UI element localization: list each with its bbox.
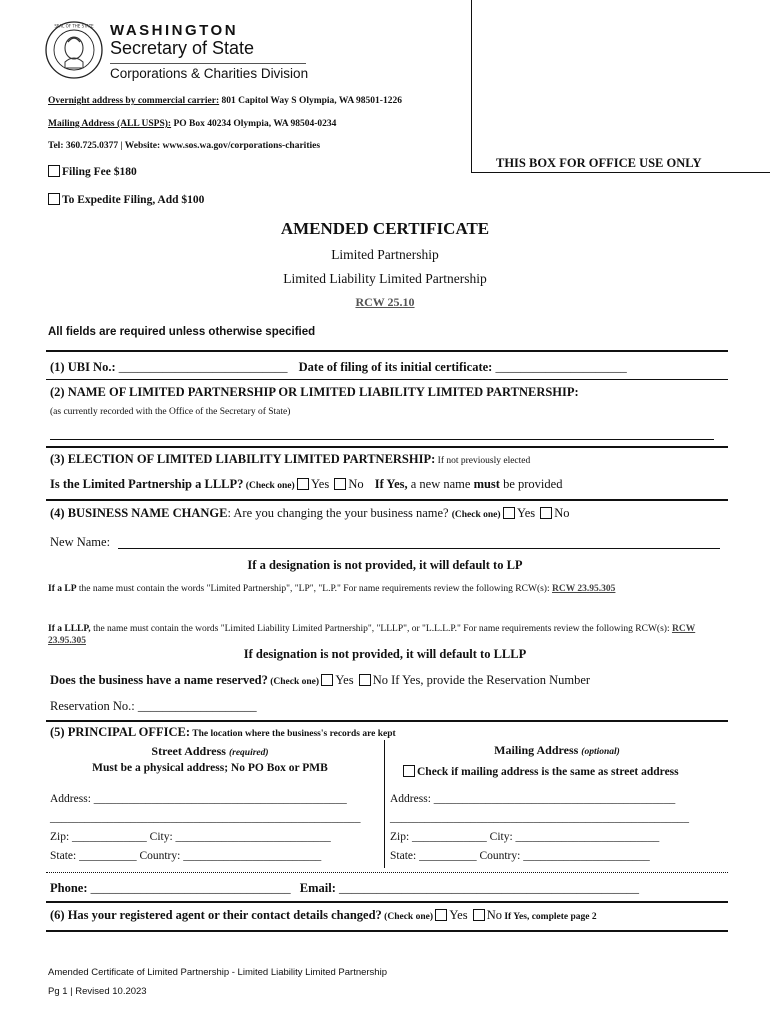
expedite-checkbox[interactable] (48, 193, 60, 205)
street-state-country-field[interactable]: State: __________ Country: ________________________ (50, 850, 322, 862)
reserved-no-checkbox[interactable] (359, 674, 371, 686)
new-name-field[interactable] (118, 548, 720, 549)
lllp-rcw-link[interactable]: RCW 23.95.305 (48, 624, 696, 646)
lllp-bold: If a LLLP, (48, 624, 91, 634)
entity-name-field[interactable] (50, 439, 714, 440)
section-5-note: The location where the business's records are kept (190, 729, 396, 739)
agent-no-checkbox[interactable] (473, 909, 485, 921)
lllp-text: the name must contain the words "Limited Liability Limited Partnership", "LLLP", or "L.L.L.P." For name requirements review the following RCW(s): (90, 624, 672, 634)
tel-website: Tel: 360.725.0377 | Website: www.sos.wa.gov/corporations-charities (48, 141, 321, 151)
section-4-heading: (4) BUSINESS NAME CHANGE (50, 506, 228, 520)
phone-field[interactable]: ________________________________ (87, 881, 294, 895)
street-address-title (50, 744, 370, 759)
street-address-field[interactable]: Address: ____________________________________________ (50, 793, 347, 805)
agent-check-one: (Check one) (381, 912, 436, 922)
expedite-label: To Expedite Filing, Add $100 (62, 194, 205, 206)
section-4-row (50, 506, 570, 521)
footer-page: Pg 1 | Revised 10.2023 (48, 986, 147, 997)
email-field[interactable]: ________________________________________________ (335, 881, 639, 895)
office-use-label: THIS BOX FOR OFFICE USE ONLY (496, 156, 702, 170)
lllp-requirements (48, 623, 708, 647)
svg-text:SEAL OF THE STATE: SEAL OF THE STATE (54, 23, 94, 29)
street-address-line2-field[interactable]: ______________________________________________________ (50, 812, 361, 824)
lllp-question: Is the Limited Partnership a LLLP? (50, 477, 244, 491)
initial-date-label: Date of filing of its initial certificate: (298, 360, 493, 374)
name-change-check-one: (Check one) (451, 510, 503, 520)
mailing-state-country-field[interactable]: State: __________ Country: ______________________ (390, 850, 650, 862)
lp-text: the name must contain the words "Limited Partnership", "LP", "L.P." For name requirements review the following RCW(s): (76, 584, 552, 594)
seal-icon (44, 20, 104, 80)
mailing-address-line2-field[interactable]: ____________________________________________________ (390, 812, 689, 824)
name-change-yes-checkbox[interactable] (503, 507, 515, 519)
lllp-question-row (50, 477, 562, 492)
email-label: Email: (299, 881, 336, 895)
mailing-zip-city-field[interactable]: Zip: _____________ City: _________________________ (390, 831, 660, 843)
overnight-value: 801 Capitol Way S Olympia, WA 98501-1226 (219, 96, 402, 106)
overnight-label: Overnight address by commercial carrier: (48, 96, 220, 106)
overnight-address (48, 96, 402, 106)
mailing-address-title (392, 743, 722, 758)
address-column-divider (384, 740, 385, 868)
reserved-check-one: (Check one) (267, 677, 322, 687)
street-zip-city-field[interactable]: Zip: _____________ City: ___________________________ (50, 831, 331, 843)
filing-fee-label: Filing Fee $180 (62, 166, 137, 178)
same-address-checkbox[interactable] (403, 765, 415, 777)
same-address-label: Check if mailing address is the same as street address (417, 766, 679, 778)
section-3-heading-row (50, 452, 530, 467)
reserved-yes-checkbox[interactable] (321, 674, 333, 686)
mailing-value: PO Box 40234 Olympia, WA 98504-0234 (171, 119, 337, 129)
default-lllp-note: If designation is not provided, it will default to LLLP (243, 647, 527, 661)
filing-fee-checkbox[interactable] (48, 165, 60, 177)
reservation-label: Reservation No.: (50, 699, 138, 713)
agent-yes-checkbox[interactable] (435, 909, 447, 921)
agent-tail: If Yes, complete page 2 (501, 912, 597, 922)
section-1 (50, 360, 627, 375)
expedite-row (48, 193, 204, 206)
agent-changed-question: (6) Has your registered agent or their contact details changed? (50, 908, 382, 922)
section-3-heading: (3) ELECTION OF LIMITED LIABILITY LIMITED PARTNERSHIP: (50, 452, 436, 466)
mailing-label: Mailing Address (ALL USPS): (48, 119, 172, 129)
street-title: Street Address (151, 744, 229, 758)
rcw-link[interactable]: RCW 25.10 (355, 295, 415, 309)
mailing-address (48, 119, 336, 129)
initial-date-field[interactable]: _____________________ (492, 360, 627, 374)
section-2-note: (as currently recorded with the Office of the Secretary of State) (50, 407, 291, 417)
name-change-yes-label: Yes (516, 506, 536, 520)
street-address-fields (50, 790, 361, 866)
ubi-field[interactable]: ___________________________ (115, 360, 291, 374)
mailing-title: Mailing Address (494, 743, 582, 757)
section-5-heading: (5) PRINCIPAL OFFICE: (50, 725, 191, 739)
new-name-row (50, 535, 110, 550)
street-required: (required) (228, 748, 269, 758)
lllp-no-checkbox[interactable] (334, 478, 346, 490)
reserved-yes-label: Yes (335, 673, 354, 687)
required-note: All fields are required unless otherwise specified (48, 326, 316, 338)
mailing-address-fields (390, 790, 689, 866)
subtitle-lllp: Limited Liability Limited Partnership (283, 271, 487, 286)
name-change-no-label: No (554, 506, 570, 520)
form-title: AMENDED CERTIFICATE (280, 219, 490, 238)
lp-rcw-link[interactable]: RCW 23.95.305 (552, 584, 616, 594)
lllp-no-label: No (348, 477, 364, 491)
lllp-if-yes: If Yes, (374, 477, 408, 491)
ubi-label: (1) UBI No.: (50, 360, 116, 374)
lllp-if-yes-text: a new name (407, 477, 474, 491)
contact-row (50, 881, 639, 896)
lllp-yes-label: Yes (311, 477, 330, 491)
office-use-box (471, 0, 770, 173)
reserved-tail: If Yes, provide the Reservation Number (388, 673, 591, 687)
name-change-question: : Are you changing the your business name? (227, 506, 452, 520)
header-agency: Secretary of State (110, 38, 255, 58)
subtitle-lp: Limited Partnership (331, 247, 439, 262)
filing-fee-row (48, 165, 137, 178)
reservation-field[interactable]: ___________________ (137, 699, 257, 713)
reservation-row (50, 699, 257, 714)
section-3-note: If not previously elected (435, 456, 531, 466)
header-state: WASHINGTON (110, 22, 239, 39)
new-name-label: New Name: (50, 535, 111, 549)
lp-requirements (48, 583, 688, 595)
reserved-row (50, 673, 590, 688)
agent-yes-label: Yes (449, 908, 468, 922)
same-address-row (403, 765, 679, 778)
street-note: Must be a physical address; No PO Box or PMB (92, 762, 328, 774)
lllp-check-one: (Check one) (243, 481, 297, 491)
state-seal (44, 20, 104, 80)
reserved-question: Does the business have a name reserved? (50, 673, 268, 687)
lp-bold: If a LP (48, 584, 77, 594)
reserved-no-label: No (372, 673, 389, 687)
header-division: Corporations & Charities Division (110, 66, 309, 81)
lllp-be-provided: be provided (499, 477, 563, 491)
section-2-heading: (2) NAME OF LIMITED PARTNERSHIP OR LIMITED LIABILITY LIMITED PARTNERSHIP: (50, 385, 579, 399)
default-lp-note: If a designation is not provided, it will default to LP (247, 558, 523, 572)
agent-no-label: No (486, 908, 502, 922)
phone-label: Phone: (50, 881, 88, 895)
lllp-yes-checkbox[interactable] (297, 478, 309, 490)
mailing-address-field[interactable]: Address: __________________________________________ (390, 793, 676, 805)
section-6-row (50, 908, 597, 923)
section-5-heading-row (50, 725, 396, 740)
lllp-must: must (473, 477, 500, 491)
footer-title: Amended Certificate of Limited Partnership - Limited Liability Limited Partnership (48, 967, 387, 978)
mailing-optional: (optional) (581, 747, 620, 757)
name-change-no-checkbox[interactable] (540, 507, 552, 519)
